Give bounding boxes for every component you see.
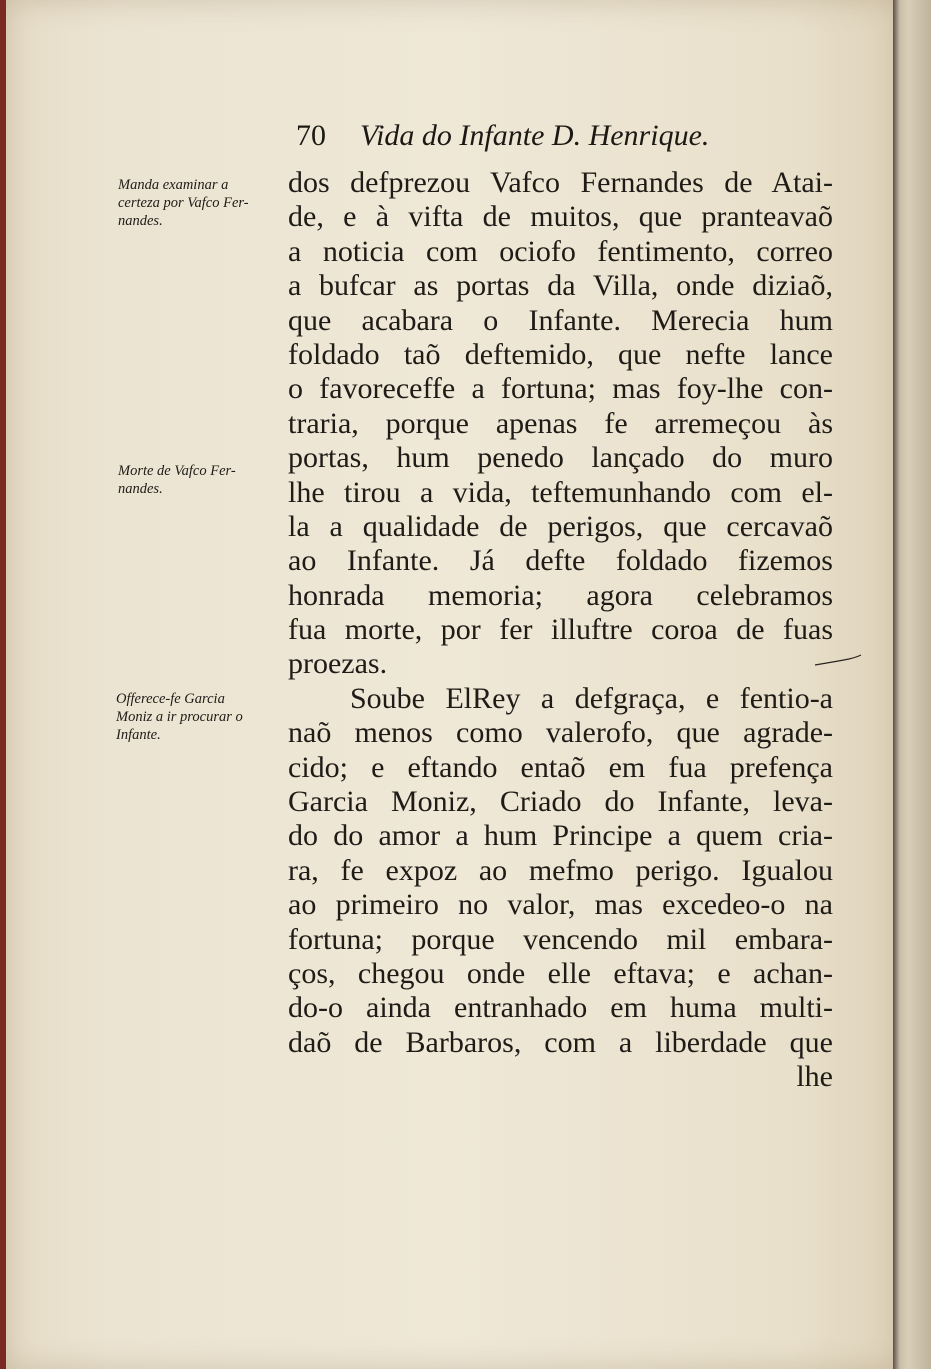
side-note-line: Infante. (116, 727, 161, 743)
ink-flourish (813, 654, 863, 668)
text-line: de, e à vifta de muitos, que pranteavaõ (288, 200, 833, 234)
text-line: fua morte, por fer illuftre coroa de fuas (288, 613, 833, 647)
text-line: cido; e eftando entaõ em fua prefença (288, 750, 833, 784)
next-page-edge (893, 0, 931, 1369)
running-title: Vida do Infante D. Henrique. (360, 119, 710, 152)
text-line: portas, hum penedo lançado do muro (288, 441, 833, 475)
text-line: lhe tirou a vida, teftemunhando com el- (288, 475, 833, 509)
page-number: 70 (296, 119, 326, 152)
catchword: lhe (796, 1060, 833, 1094)
text-line: proezas. (288, 647, 388, 681)
side-note-3 (116, 690, 243, 744)
side-note-line: Offerece-fe Garcia (116, 691, 225, 707)
page-header (296, 118, 796, 154)
side-note-line: nandes. (118, 481, 163, 497)
side-note-line: Manda examinar a (118, 177, 229, 193)
side-note-line: Morte de Vafco Fer- (118, 463, 236, 479)
text-line: do-o ainda entranhado em huma multi- (288, 991, 833, 1025)
text-line: a bufcar as portas da Villa, onde diziaõ, (288, 269, 833, 303)
text-line: traria, porque apenas fe arremeçou às (288, 406, 833, 440)
text-line: dos defprezou Vafco Fernandes de Atai- (288, 166, 833, 199)
side-note-line: certeza por Vafco Fer- (118, 195, 249, 211)
text-line: daõ de Barbaros, com a liberdade que (288, 1025, 833, 1059)
text-line: ços, chegou onde elle eftava; e achan- (288, 956, 833, 990)
text-line: honrada memoria; agora celebramos (288, 578, 833, 612)
text-line: fortuna; porque vencendo mil embara- (288, 922, 833, 956)
text-line: do do amor a hum Principe a quem cria- (288, 819, 833, 853)
text-line: o favoreceffe a fortuna; mas foy-lhe con- (288, 372, 833, 406)
side-note-2 (118, 462, 236, 498)
text-line: ra, fe expoz ao mefmo perigo. Igualou (288, 853, 833, 887)
side-note-line: nandes. (118, 213, 163, 229)
text-line: ao Infante. Já defte foldado fizemos (288, 544, 833, 578)
text-line: a noticia com ociofo fentimento, correo (288, 234, 833, 268)
text-line: la a qualidade de perigos, que cercavaõ (288, 509, 833, 543)
side-note-line: Moniz a ir procurar o (116, 709, 243, 725)
text-line: que acabara o Infante. Merecia hum (288, 303, 833, 337)
text-line: Garcia Moniz, Criado do Infante, leva- (288, 785, 833, 819)
body-text (288, 166, 833, 1095)
text-line: naõ menos como valerofo, que agrade- (288, 716, 833, 750)
side-note-1 (118, 176, 249, 230)
text-line: foldado taõ deftemido, que nefte lance (288, 337, 833, 371)
text-line: ao primeiro no valor, mas excedeo-o na (288, 888, 833, 922)
text-line: Soube ElRey a defgraça, e fentio-a (350, 681, 833, 715)
